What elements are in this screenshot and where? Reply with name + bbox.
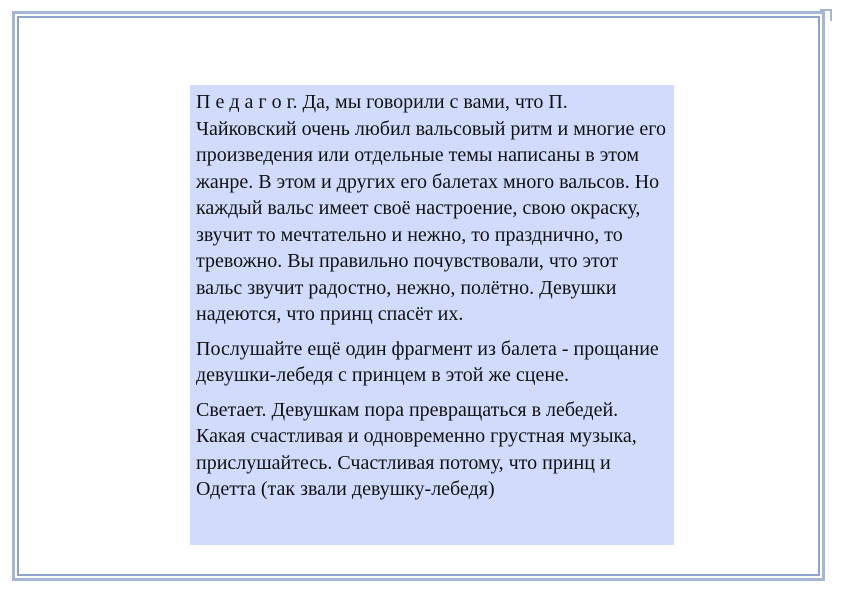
paragraph-teacher-speech: П е д а г о г. Да, мы говорили с вами, что П. Чайковский очень любил вальсовый ритм и многие его произведения или отдельные темы написаны в этом жанре. В этом и других его балетах много вальсов. Но каждый вальс имеет своё настроение, свою окраску, звучит то мечтательно и нежно, то празднично, то тревожно. Вы правильно почувствовали, что этот вальс звучит радостно, нежно, полётно. Девушки надеются, что принц спасёт их. [196, 91, 666, 325]
paragraph-listen-fragment: Послушайте ещё один фрагмент из балета - прощание девушки-лебедя с принцем в этой же сцене. [196, 337, 659, 386]
slide-border-corner [820, 9, 832, 21]
paragraph-dawn: Светает. Девушкам пора превращаться в лебедей. Какая счастливая и одновременно грустная музыка, прислушайтесь. Счастливая потому, что принц и Одетта (так звали девушку-лебедя) [196, 398, 637, 500]
text-box [190, 85, 674, 545]
